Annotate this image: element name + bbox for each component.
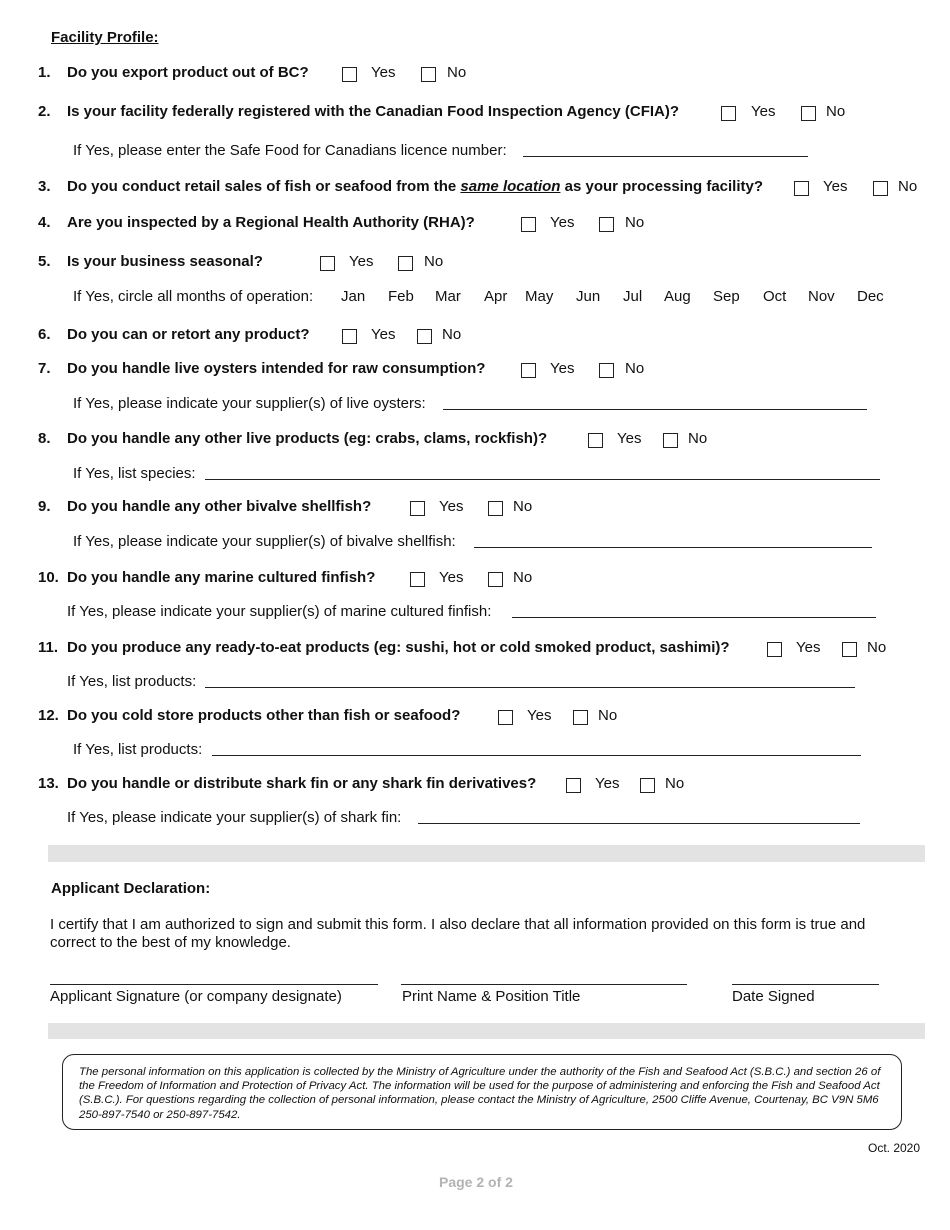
species-field[interactable] xyxy=(205,479,880,480)
yes-label: Yes xyxy=(349,253,374,270)
followup-label: If Yes, please indicate your supplier(s) of marine cultured finfish: xyxy=(67,603,492,620)
question-text: Do you produce any ready-to-eat products (eg: sushi, hot or cold smoked product, sashimi)? xyxy=(67,639,730,656)
yes-checkbox[interactable] xyxy=(767,642,782,657)
question-number: 3. xyxy=(38,178,51,195)
no-checkbox[interactable] xyxy=(417,329,432,344)
month-option[interactable]: May xyxy=(525,288,554,305)
question-number: 2. xyxy=(38,103,51,120)
question-number: 11. xyxy=(38,639,59,656)
question-number: 10. xyxy=(38,569,59,586)
no-checkbox[interactable] xyxy=(573,710,588,725)
yes-label: Yes xyxy=(371,64,396,81)
question-text: Do you handle any marine cultured finfish? xyxy=(67,569,376,586)
declaration-title: Applicant Declaration: xyxy=(51,880,211,897)
question-text: Do you export product out of BC? xyxy=(67,64,309,81)
yes-label: Yes xyxy=(823,178,848,195)
question-text: Do you handle any other bivalve shellfish? xyxy=(67,498,372,515)
cold-store-products-field[interactable] xyxy=(212,755,861,756)
question-number: 12. xyxy=(38,707,59,724)
yes-checkbox[interactable] xyxy=(521,217,536,232)
no-checkbox[interactable] xyxy=(663,433,678,448)
question-number: 5. xyxy=(38,253,51,270)
question-5 xyxy=(0,253,950,273)
yes-label: Yes xyxy=(796,639,821,656)
no-label: No xyxy=(688,430,708,447)
yes-checkbox[interactable] xyxy=(588,433,603,448)
yes-checkbox[interactable] xyxy=(410,501,425,516)
followup-label: If Yes, please indicate your supplier(s) of bivalve shellfish: xyxy=(73,533,456,550)
no-checkbox[interactable] xyxy=(873,181,888,196)
followup-label: If Yes, please indicate your supplier(s) of live oysters: xyxy=(73,395,426,412)
yes-label: Yes xyxy=(527,707,552,724)
date-signed-label: Date Signed xyxy=(732,988,815,1005)
oyster-supplier-field[interactable] xyxy=(443,409,867,410)
signature-label: Applicant Signature (or company designate) xyxy=(50,988,342,1005)
yes-label: Yes xyxy=(439,569,464,586)
month-option[interactable]: Feb xyxy=(388,288,414,305)
question-text: Is your business seasonal? xyxy=(67,253,263,270)
question-text: Is your facility federally registered with the Canadian Food Inspection Agency (CFIA)? xyxy=(67,103,680,120)
yes-label: Yes xyxy=(550,360,575,377)
month-option[interactable]: Dec xyxy=(857,288,884,305)
no-label: No xyxy=(598,707,618,724)
yes-checkbox[interactable] xyxy=(410,572,425,587)
shark-fin-supplier-field[interactable] xyxy=(418,823,860,824)
no-checkbox[interactable] xyxy=(599,363,614,378)
no-label: No xyxy=(665,775,685,792)
month-option[interactable]: Jan xyxy=(341,288,366,305)
date-signed-field[interactable] xyxy=(732,984,879,985)
yes-checkbox[interactable] xyxy=(498,710,513,725)
no-label: No xyxy=(513,569,533,586)
month-option[interactable]: Jun xyxy=(576,288,601,305)
same-location-emphasis: same location xyxy=(460,178,561,195)
followup-label: If Yes, please indicate your supplier(s) of shark fin: xyxy=(67,809,402,826)
question-10 xyxy=(0,569,950,589)
question-11-followup xyxy=(0,673,950,693)
no-checkbox[interactable] xyxy=(398,256,413,271)
month-option[interactable]: Aug xyxy=(664,288,691,305)
no-checkbox[interactable] xyxy=(488,572,503,587)
declaration-text: I certify that I am authorized to sign and submit this form. I also declare that all information provided on this form is true and correct to the best of my knowledge. xyxy=(50,916,866,951)
form-date: Oct. 2020 xyxy=(868,1141,921,1155)
no-label: No xyxy=(625,360,645,377)
no-label: No xyxy=(442,326,462,343)
finfish-supplier-field[interactable] xyxy=(512,617,876,618)
question-number: 4. xyxy=(38,214,51,231)
question-7-followup xyxy=(0,395,950,415)
no-checkbox[interactable] xyxy=(842,642,857,657)
no-label: No xyxy=(826,103,846,120)
month-option[interactable]: Sep xyxy=(713,288,740,305)
question-text: Do you handle live oysters intended for raw consumption? xyxy=(67,360,486,377)
print-name-field[interactable] xyxy=(401,984,687,985)
yes-label: Yes xyxy=(595,775,620,792)
question-2 xyxy=(0,103,950,123)
month-option[interactable]: Jul xyxy=(623,288,643,305)
question-5-followup xyxy=(0,288,950,308)
yes-checkbox[interactable] xyxy=(521,363,536,378)
question-number: 8. xyxy=(38,430,51,447)
question-number: 9. xyxy=(38,498,51,515)
question-3 xyxy=(0,178,950,198)
yes-checkbox[interactable] xyxy=(342,329,357,344)
no-checkbox[interactable] xyxy=(488,501,503,516)
question-text: Do you can or retort any product? xyxy=(67,326,310,343)
page-number: Page 2 of 2 xyxy=(439,1174,513,1190)
question-number: 6. xyxy=(38,326,51,343)
followup-label: If Yes, list species: xyxy=(73,465,196,482)
question-1 xyxy=(0,64,950,84)
no-checkbox[interactable] xyxy=(640,778,655,793)
yes-label: Yes xyxy=(617,430,642,447)
month-option[interactable]: Apr xyxy=(484,288,508,305)
yes-checkbox[interactable] xyxy=(342,67,357,82)
month-option[interactable]: Nov xyxy=(808,288,835,305)
no-checkbox[interactable] xyxy=(801,106,816,121)
followup-label: If Yes, please enter the Safe Food for Canadians licence number: xyxy=(73,142,507,159)
licence-number-field[interactable] xyxy=(523,156,808,157)
signature-field[interactable] xyxy=(50,984,378,985)
no-label: No xyxy=(898,178,918,195)
section-divider xyxy=(48,1023,925,1039)
bivalve-supplier-field[interactable] xyxy=(474,547,872,548)
month-option[interactable]: Oct xyxy=(763,288,787,305)
question-number: 1. xyxy=(38,64,51,81)
followup-label: If Yes, list products: xyxy=(73,741,203,758)
yes-label: Yes xyxy=(439,498,464,515)
question-8 xyxy=(0,430,950,450)
yes-label: Yes xyxy=(751,103,776,120)
no-label: No xyxy=(447,64,467,81)
section-title: Facility Profile: xyxy=(51,29,159,46)
question-13-followup xyxy=(0,809,950,829)
no-label: No xyxy=(513,498,533,515)
question-6 xyxy=(0,326,950,346)
question-8-followup xyxy=(0,465,950,485)
privacy-notice-text: The personal information on this application is collected by the Ministry of Agriculture under the authority of the Fish and Seafood Act (S.B.C.) and section 26 of the Freedom of Information and Protection of Privacy Act. The information will be used for the purpose of administering and enforcing the Fish and Seafood Act (S.B.C.). For questions regarding the collection of personal information, please contact the Ministry of Agriculture, 2500 Cliffe Avenue, Courtenay, BC V9N 5M6 250-897-7540 or 250-897-7542. xyxy=(79,1066,881,1121)
yes-checkbox[interactable] xyxy=(721,106,736,121)
question-12-followup xyxy=(0,741,950,761)
print-name-label: Print Name & Position Title xyxy=(402,988,581,1005)
followup-label: If Yes, circle all months of operation: xyxy=(73,288,314,305)
question-9 xyxy=(0,498,950,518)
question-2-followup xyxy=(0,142,950,162)
question-10-followup xyxy=(0,603,950,623)
rte-products-field[interactable] xyxy=(205,687,855,688)
question-text: Do you handle any other live products (eg: crabs, clams, rockfish)? xyxy=(67,430,548,447)
privacy-notice xyxy=(62,1054,902,1130)
yes-checkbox[interactable] xyxy=(794,181,809,196)
question-text: Do you conduct retail sales of fish or seafood from the same location as your processing facility? xyxy=(67,178,764,195)
question-7 xyxy=(0,360,950,380)
question-number: 7. xyxy=(38,360,51,377)
yes-label: Yes xyxy=(371,326,396,343)
question-9-followup xyxy=(0,533,950,553)
question-text: Do you handle or distribute shark fin or any shark fin derivatives? xyxy=(67,775,537,792)
question-4 xyxy=(0,214,950,234)
question-text: Are you inspected by a Regional Health Authority (RHA)? xyxy=(67,214,475,231)
question-13 xyxy=(0,775,950,795)
month-option[interactable]: Mar xyxy=(435,288,461,305)
followup-label: If Yes, list products: xyxy=(67,673,197,690)
no-label: No xyxy=(424,253,444,270)
no-label: No xyxy=(867,639,887,656)
no-checkbox[interactable] xyxy=(421,67,436,82)
question-text: Do you cold store products other than fish or seafood? xyxy=(67,707,461,724)
yes-label: Yes xyxy=(550,214,575,231)
yes-checkbox[interactable] xyxy=(320,256,335,271)
section-divider xyxy=(48,845,925,862)
no-checkbox[interactable] xyxy=(599,217,614,232)
question-number: 13. xyxy=(38,775,59,792)
no-label: No xyxy=(625,214,645,231)
yes-checkbox[interactable] xyxy=(566,778,581,793)
question-12 xyxy=(0,707,950,727)
question-11 xyxy=(0,639,950,659)
